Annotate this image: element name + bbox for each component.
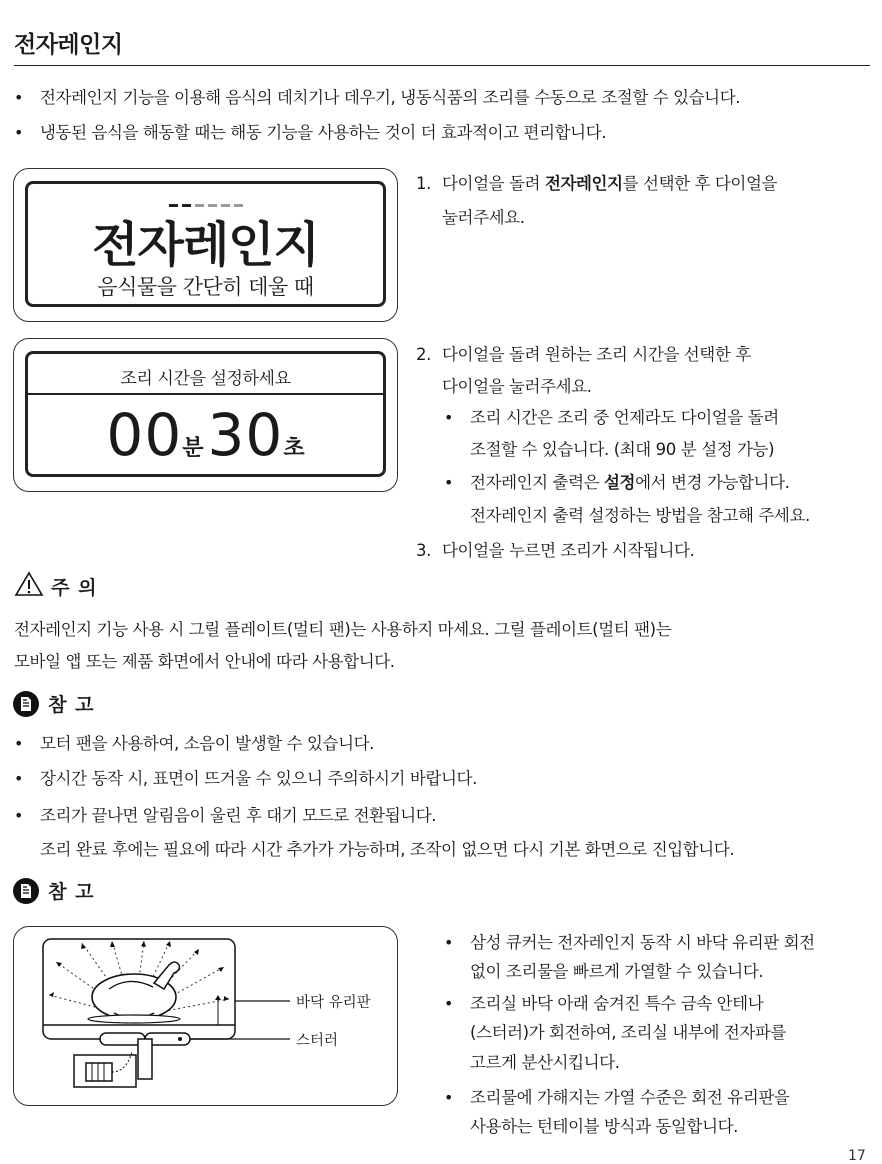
mode-sub-text: 음식물을 간단히 데울 때 — [97, 275, 314, 299]
time-readout — [28, 401, 383, 469]
bullet-dot: • — [444, 933, 454, 952]
step-3-number: 3. — [416, 541, 431, 560]
bullet-dot: • — [444, 1088, 454, 1107]
note-bullet-cont: 고르게 분산시킵니다. — [470, 1053, 620, 1072]
step-2-number: 2. — [416, 345, 431, 364]
note-heading: 참 고 — [13, 877, 94, 904]
note-bullet: • 장시간 동작 시, 표면이 뜨거울 수 있으니 주의하시기 바랍니다. — [14, 769, 477, 788]
minutes-value: 00 — [106, 401, 183, 469]
note-bullet-cont: 조리 완료 후에는 필요에 따라 시간 추가가 가능하며, 조작이 없으면 다시 기본 화면으로 진입합니다. — [40, 840, 735, 859]
bullet-dot: • — [14, 806, 24, 825]
label-glass-plate: 바닥 유리판 — [296, 995, 371, 1011]
bullet-dot: • — [444, 473, 454, 492]
mode-big-text: 전자레인지 — [92, 217, 319, 273]
warning-triangle-icon — [14, 571, 44, 601]
caution-heading: 주 의 — [14, 571, 97, 601]
intro-bullet: • 냉동된 음식을 해동할 때는 해동 기능을 사용하는 것이 더 효과적이고 편리합니다. — [14, 123, 607, 142]
title-divider — [14, 65, 870, 66]
bullet-dot: • — [14, 769, 24, 788]
display-panel-time — [13, 338, 398, 492]
label-stirrer: 스터러 — [296, 1033, 339, 1049]
caution-text: 전자레인지 기능 사용 시 그릴 플레이트(멀티 팬)는 사용하지 마세요. 그릴 플레이트(멀티 팬)는 — [14, 620, 672, 639]
step-3-text: 다이얼을 누르면 조리가 시작됩니다. — [442, 541, 695, 560]
display-screen — [25, 181, 386, 307]
seconds-value: 30 — [207, 401, 284, 469]
note-bullet-cont: 없이 조리물을 빠르게 가열할 수 있습니다. — [470, 962, 764, 981]
step-1-number: 1. — [416, 174, 431, 193]
seconds-unit: 초 — [283, 436, 305, 461]
page-number: 17 — [848, 1148, 866, 1164]
screen-divider — [28, 393, 383, 395]
note-bullet: • 조리가 끝나면 알림음이 울린 후 대기 모드로 전환됩니다. — [14, 806, 437, 825]
step-2-text: 다이얼을 돌려 원하는 조리 시간을 선택한 후 — [442, 345, 751, 364]
note-bullet: • 조리물에 가해지는 가열 수준은 회전 유리판을 — [444, 1088, 790, 1107]
note-heading: 참 고 — [13, 690, 94, 717]
display-panel-mode — [13, 168, 398, 322]
step-2-sub-bullet: • 조리 시간은 조리 중 언제라도 다이얼을 돌려 — [444, 408, 779, 427]
stirrer-diagram — [13, 926, 398, 1106]
step-2-sub-bullet-cont: 전자레인지 출력 설정하는 방법을 참고해 주세요. — [470, 506, 810, 525]
intro-bullet: • 전자레인지 기능을 이용해 음식의 데치기나 데우기, 냉동식품의 조리를 수동으로 조절할 수 있습니다. — [14, 88, 741, 107]
step-2-text-cont: 다이얼을 눌러주세요. — [442, 377, 592, 396]
bullet-dot: • — [444, 994, 454, 1013]
page-title: 전자레인지 — [14, 32, 123, 58]
minutes-unit: 분 — [182, 436, 204, 461]
bullet-dot: • — [14, 88, 24, 107]
note-bullet: • 조리실 바닥 아래 숨겨진 특수 금속 안테나 — [444, 994, 764, 1013]
step-1-text-cont: 눌러주세요. — [442, 208, 525, 227]
time-prompt: 조리 시간을 설정하세요 — [120, 369, 291, 389]
display-screen — [25, 351, 386, 477]
step-2-sub-bullet: • 전자레인지 출력은 설정에서 변경 가능합니다. — [444, 473, 790, 492]
step-1-text: 다이얼을 돌려 전자레인지를 선택한 후 다이얼을 — [442, 174, 778, 193]
stirrer-diagram-illustration — [14, 927, 397, 1105]
step-2-sub-bullet-cont: 조절할 수 있습니다. (최대 90 분 설정 가능) — [470, 440, 775, 459]
note-bullet-cont: (스터러)가 회전하여, 조리실 내부에 전자파를 — [470, 1023, 787, 1042]
note-bullet: • 삼성 큐커는 전자레인지 동작 시 바닥 유리판 회전 — [444, 933, 815, 952]
caution-text-cont: 모바일 앱 또는 제품 화면에서 안내에 따라 사용합니다. — [14, 652, 395, 671]
note-icon — [13, 691, 39, 717]
bullet-dot: • — [444, 408, 454, 427]
bullet-dot: • — [14, 123, 24, 142]
note-bullet: • 모터 팬을 사용하여, 소음이 발생할 수 있습니다. — [14, 734, 375, 753]
bullet-dot: • — [14, 734, 24, 753]
note-bullet-cont: 사용하는 턴테이블 방식과 동일합니다. — [470, 1117, 739, 1136]
note-icon — [13, 878, 39, 904]
